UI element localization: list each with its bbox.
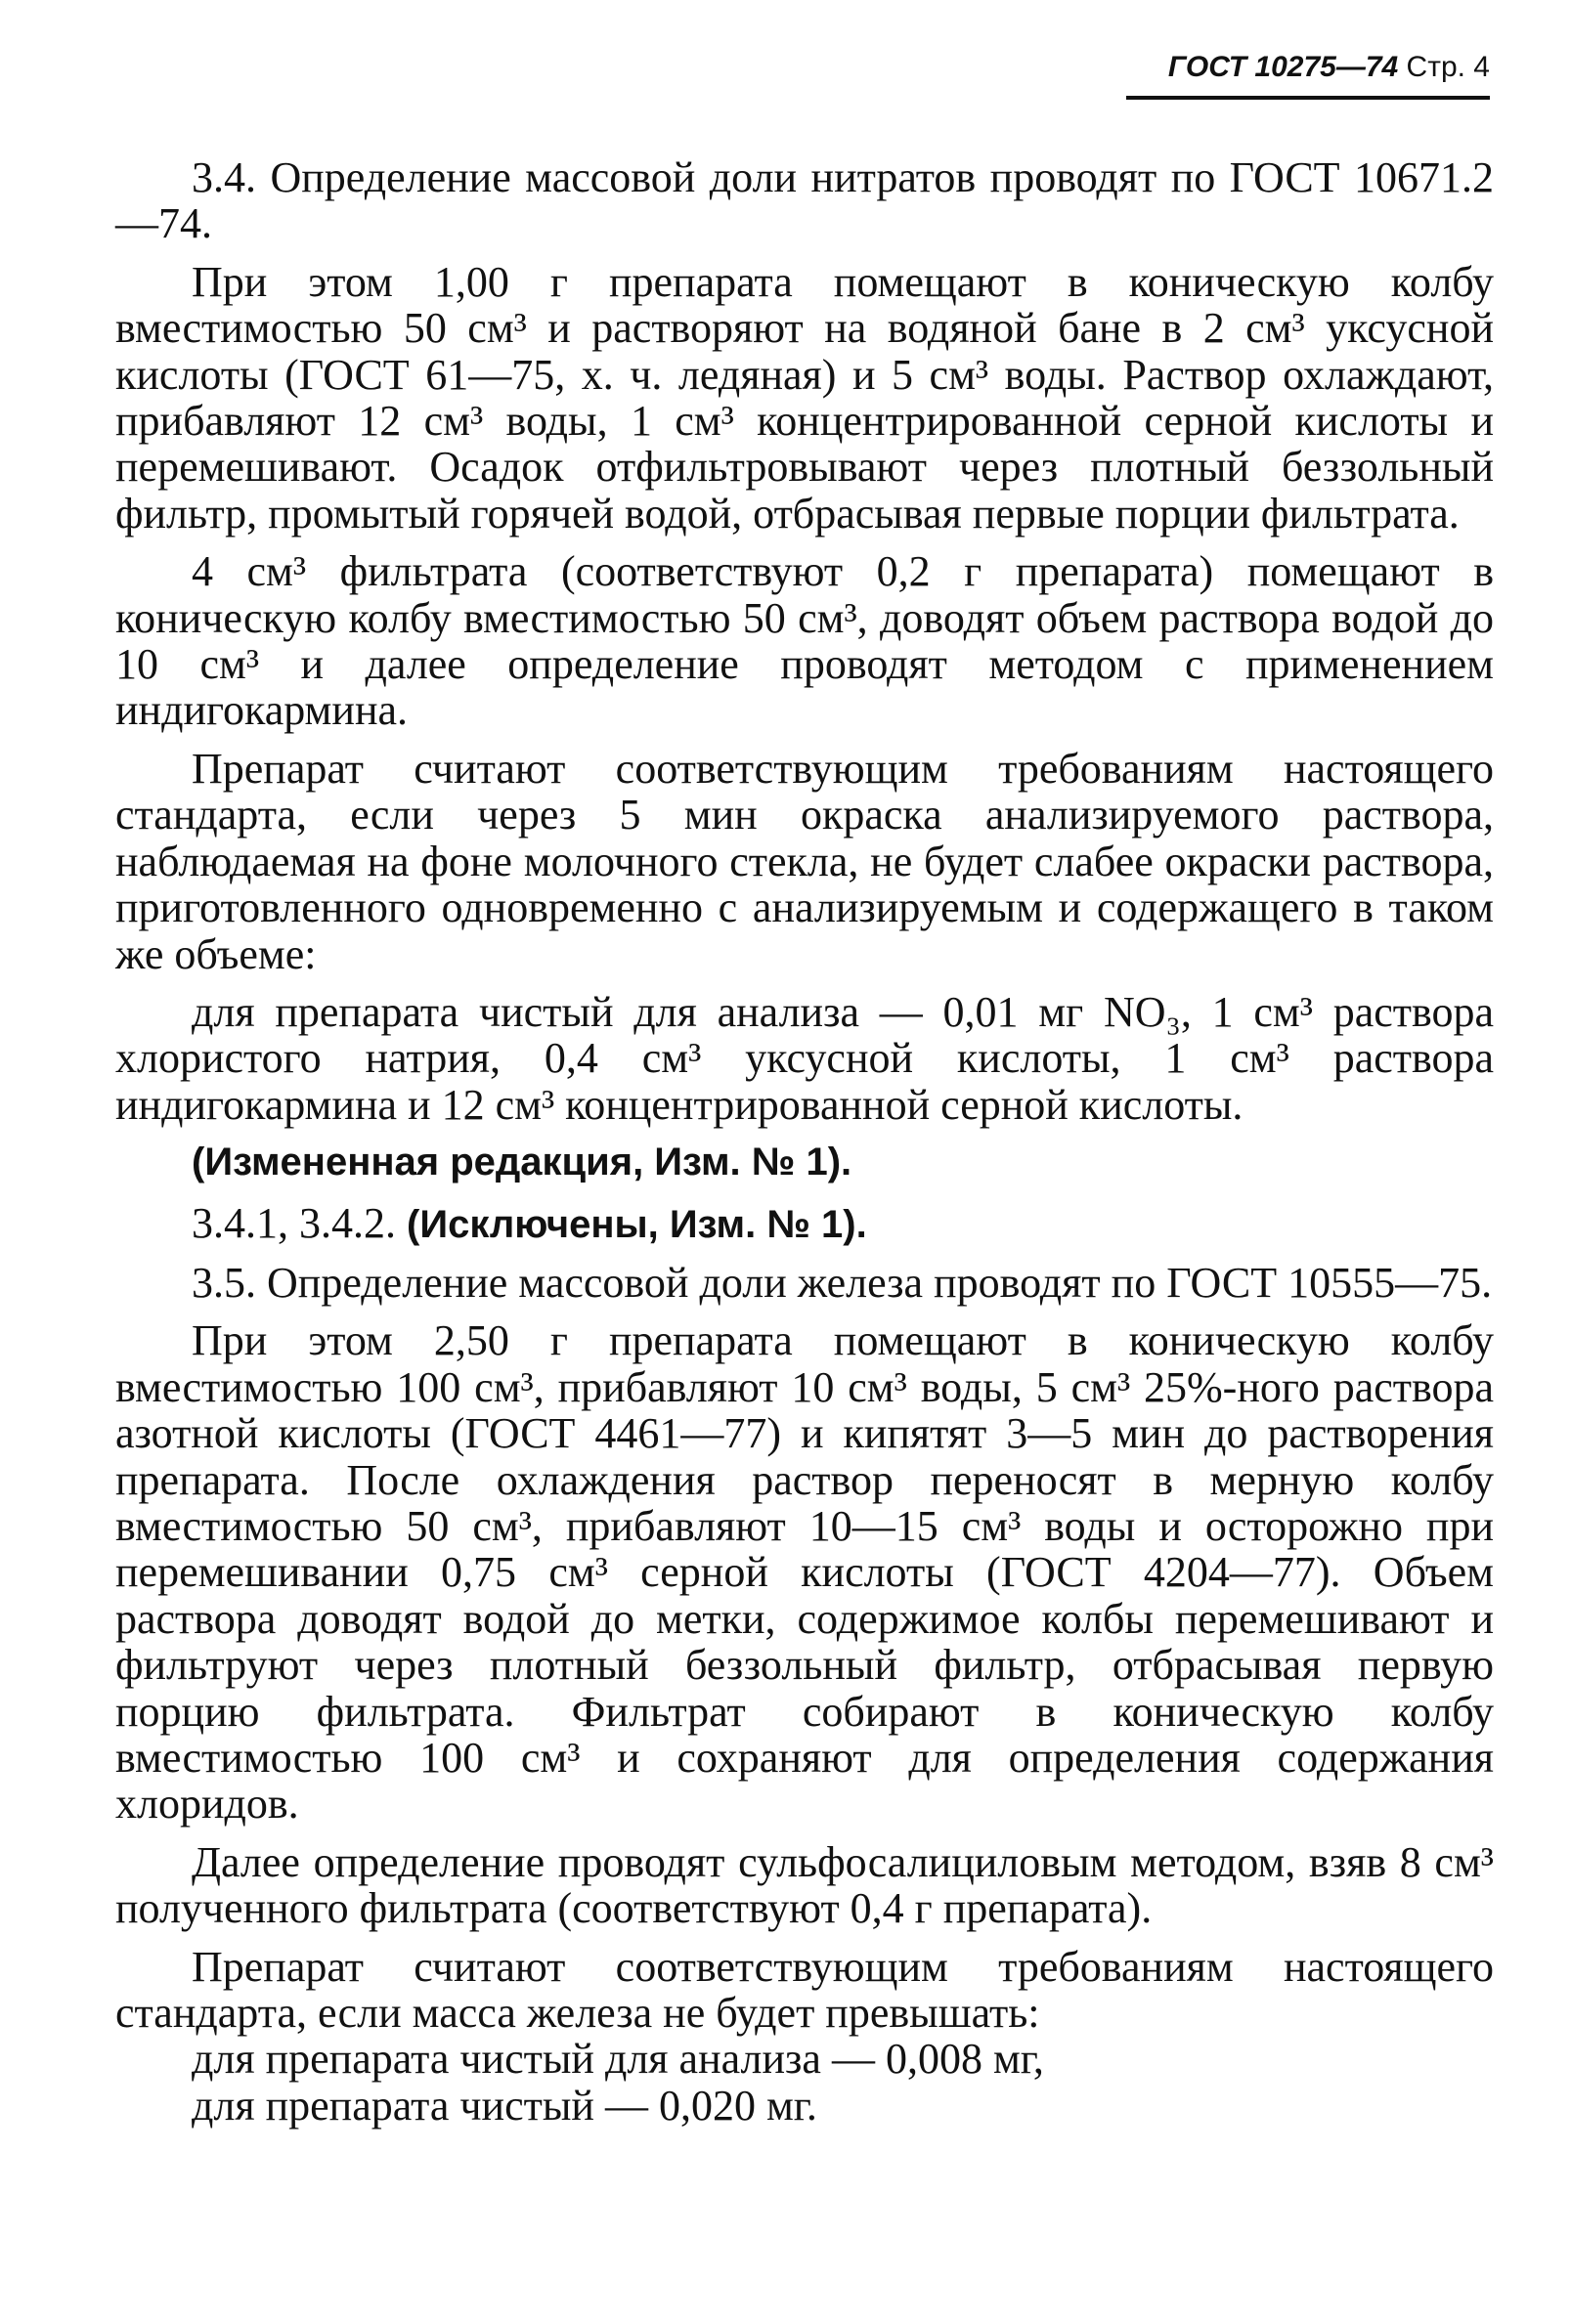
iron-procedure-paragraph: При этом 2,50 г препарата помещают в коническую колбу вместимостью 100 см³, прибавляют 10 см³ воды, 5 см³ 25%-ного раствора азотной кислоты (ГОСТ 4461—77) и кипятят 3—5 мин до растворения препарата. После охлаждения раствор переносят в мерную колбу вместимостью 50 см³, прибавляют 10—15 см³ воды и осторожно при перемешивании 0,75 см³ серной кислоты (ГОСТ 4204—77). Объем раствора доводят водой до метки, содержимое колбы перемешивают и фильтруют через плотный беззольный фильтр, отбрасывая первую порцию фильтрата. Фильтрат собирают в коническую колбу вместимостью 100 см³ и сохраняют для определения содержания хлоридов. <box>115 1316 1494 1829</box>
iron-limit-analytical: для препарата чистый для анализа — 0,008 мг, <box>192 2035 1044 2084</box>
amendment-note: (Измененная редакция, Изм. № 1). <box>192 1140 852 1184</box>
nitrate-reference-paragraph: для препарата чистый для анализа — 0,01 мг NO₃, 1 см³ раствора хлористого натрия, 0,4 см³ уксусной кислоты, 1 см³ раствора индигокармина и 12 см³ концентрированной серной кислоты. <box>115 987 1494 1129</box>
iron-limit-pure: для препарата чистый — 0,020 мг. <box>192 2081 817 2130</box>
page-number: Стр. 4 <box>1406 51 1490 83</box>
sulfosalicylic-method-paragraph: Далее определение проводят сульфосалициловым методом, взяв 8 см³ полученного фильтрата (соответствуют 0,4 г препарата). <box>115 1837 1494 1933</box>
page-header <box>1126 51 1490 100</box>
excluded-sections-numbers: 3.4.1, 3.4.2. <box>192 1198 407 1247</box>
nitrate-procedure-paragraph: При этом 1,00 г препарата помещают в коническую колбу вместимостью 50 см³ и растворяют на водяной бане в 2 см³ уксусной кислоты (ГОСТ 61—75, х. ч. ледяная) и 5 см³ воды. Раствор охлаждают, прибавляют 12 см³ воды, 1 см³ концентрированной серной кислоты и перемешивают. Осадок отфильтровывают через плотный беззольный фильтр, промытый горячей водой, отбрасывая первые порции фильтрата. <box>115 257 1494 538</box>
excluded-sections-line <box>115 1200 1494 1248</box>
excluded-sections-note: (Исключены, Изм. № 1). <box>407 1202 867 1246</box>
standard-number: ГОСТ 10275—74 <box>1167 51 1399 83</box>
section-3-4-paragraph: 3.4. Определение массовой доли нитратов проводят по ГОСТ 10671.2—74. <box>115 153 1494 248</box>
filtrate-paragraph: 4 см³ фильтрата (соответствуют 0,2 г препарата) помещают в коническую колбу вместимостью 50 см³, доводят объем раствора водой до 10 см³ и далее определение проводят методом с применением индигокармина. <box>115 547 1494 735</box>
nitrate-criterion-paragraph: Препарат считают соответствующим требованиям настоящего стандарта, если через 5 мин окраска анализируемого раствора, наблюдаемая на фоне молочного стекла, не будет слабее окраски раствора, приготовленного одновременно с анализируемым и содержащего в таком же объеме: <box>115 744 1494 978</box>
iron-criterion-paragraph: Препарат считают соответствующим требованиям настоящего стандарта, если масса железа не будет превышать: <box>115 1942 1494 2038</box>
document-body <box>115 154 1494 2129</box>
section-3-5-paragraph: 3.5. Определение массовой доли железа проводят по ГОСТ 10555—75. <box>192 1258 1493 1307</box>
